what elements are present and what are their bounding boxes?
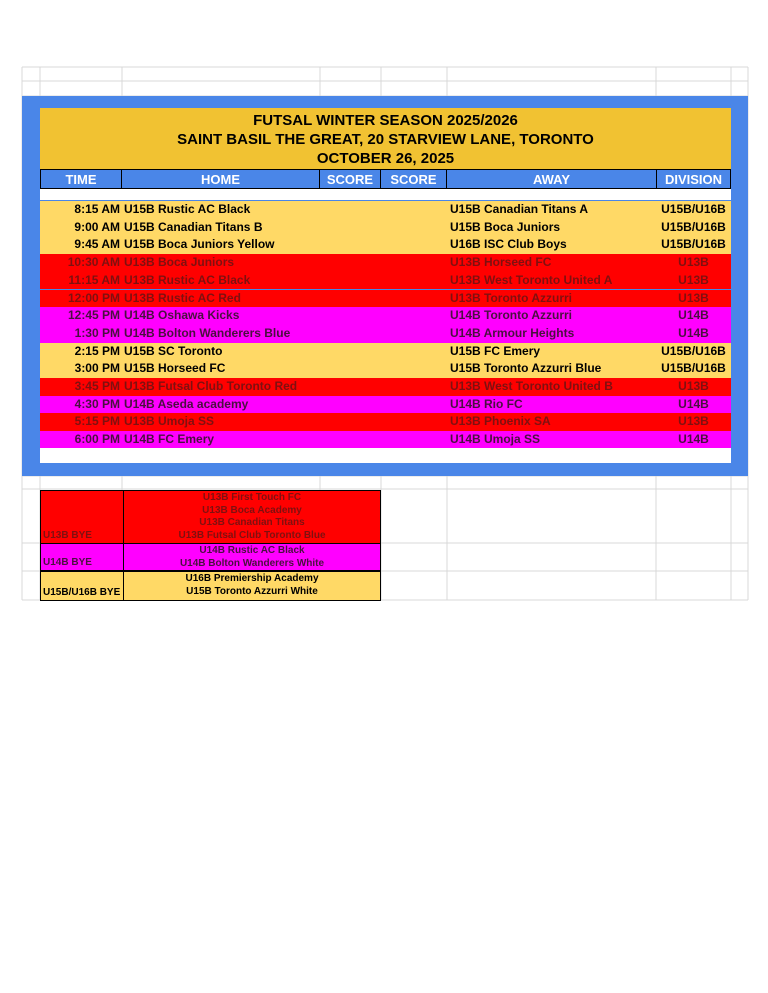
bye-team: U13B First Touch FC xyxy=(202,492,302,503)
away-score-cell[interactable] xyxy=(381,378,447,396)
home-team: U14B Aseda academy xyxy=(124,396,249,411)
away-score-cell[interactable] xyxy=(381,343,447,361)
away-score-cell[interactable] xyxy=(381,272,447,290)
game-row xyxy=(40,272,731,290)
home-score-cell[interactable] xyxy=(320,325,381,343)
away-score-cell[interactable] xyxy=(381,236,447,254)
game-time: 4:30 PM xyxy=(74,396,120,411)
title-date: OCTOBER 26, 2025 xyxy=(316,150,455,167)
away-team: U14B Toronto Azzurri xyxy=(450,308,572,323)
bye-team: U13B Canadian Titans xyxy=(199,517,305,528)
bye-team: U13B Boca Academy xyxy=(202,504,302,516)
game-time: 12:00 PM xyxy=(67,290,120,305)
game-time: 2:15 PM xyxy=(74,343,120,358)
title-location: SAINT BASIL THE GREAT, 20 STARVIEW LANE, TORONTO xyxy=(177,131,594,148)
away-score-cell[interactable] xyxy=(381,307,447,325)
bye-row xyxy=(40,571,381,601)
bye-row xyxy=(40,490,381,544)
division: U14B xyxy=(678,325,709,340)
home-score-cell[interactable] xyxy=(320,254,381,272)
game-row xyxy=(40,236,731,254)
game-row xyxy=(40,201,731,219)
division: U14B xyxy=(678,432,709,447)
division: U13B xyxy=(678,272,709,287)
home-score-cell[interactable] xyxy=(320,378,381,396)
home-team: U14B Bolton Wanderers Blue xyxy=(124,325,291,340)
bye-team: U16B Premiership Academy xyxy=(185,573,319,584)
home-team: U13B Rustic AC Black xyxy=(124,272,251,287)
away-team: U13B West Toronto United A xyxy=(450,272,613,287)
game-row xyxy=(40,325,731,343)
game-row xyxy=(40,307,731,325)
bye-label: U15B/U16B BYE xyxy=(43,587,121,598)
game-row xyxy=(40,378,731,396)
home-score-cell[interactable] xyxy=(320,343,381,361)
bye-team: U15B Toronto Azzurri White xyxy=(186,585,318,597)
home-score-cell[interactable] xyxy=(320,396,381,414)
away-team: U15B Toronto Azzurri Blue xyxy=(450,361,602,376)
header-spacer xyxy=(40,189,731,200)
game-row xyxy=(40,360,731,378)
home-score-cell[interactable] xyxy=(320,219,381,237)
game-time: 1:30 PM xyxy=(74,325,120,340)
game-time: 11:15 AM xyxy=(68,272,120,287)
away-team: U14B Umoja SS xyxy=(450,432,541,447)
home-team: U13B Futsal Club Toronto Red xyxy=(124,379,298,393)
home-team: U13B Rustic AC Red xyxy=(124,290,241,305)
game-row xyxy=(40,254,731,272)
home-score-cell[interactable] xyxy=(320,290,381,308)
home-team: U14B FC Emery xyxy=(124,432,215,447)
away-score-cell[interactable] xyxy=(381,290,447,308)
bye-label: U13B BYE xyxy=(43,530,92,541)
home-team: U15B Horseed FC xyxy=(124,361,226,376)
away-score-cell[interactable] xyxy=(381,413,447,431)
away-score-cell[interactable] xyxy=(381,360,447,378)
division: U15B/U16B xyxy=(661,202,726,216)
home-score-cell[interactable] xyxy=(320,413,381,431)
division: U14B xyxy=(678,308,709,323)
schedule-title xyxy=(40,108,731,169)
home-team: U13B Umoja SS xyxy=(124,414,215,429)
away-team: U15B Canadian Titans A xyxy=(450,202,589,216)
home-score-cell[interactable] xyxy=(320,360,381,378)
away-score-cell[interactable] xyxy=(381,431,447,449)
game-time: 3:45 PM xyxy=(74,379,120,393)
column-header-row xyxy=(40,169,731,189)
away-team: U15B Boca Juniors xyxy=(450,219,561,234)
away-team: U13B Horseed FC xyxy=(450,255,552,270)
game-row xyxy=(40,343,731,361)
division: U15B/U16B xyxy=(661,343,726,358)
home-score-cell[interactable] xyxy=(320,307,381,325)
home-team: U13B Boca Juniors xyxy=(124,255,235,270)
division: U15B/U16B xyxy=(661,237,726,252)
away-score-cell[interactable] xyxy=(381,396,447,414)
game-row xyxy=(40,290,731,308)
division: U13B xyxy=(678,255,709,270)
division: U13B xyxy=(678,414,709,429)
game-time: 8:15 AM xyxy=(74,202,120,216)
bye-team: U14B Rustic AC Black xyxy=(199,545,305,556)
division: U15B/U16B xyxy=(661,361,726,376)
bye-team: U13B Futsal Club Toronto Blue xyxy=(178,529,326,541)
away-team: U15B FC Emery xyxy=(450,343,541,358)
game-time: 9:45 AM xyxy=(74,237,120,252)
division: U15B/U16B xyxy=(661,219,726,234)
home-team: U15B SC Toronto xyxy=(124,343,223,358)
game-row xyxy=(40,219,731,237)
home-team: U14B Oshawa Kicks xyxy=(124,308,240,323)
division: U14B xyxy=(678,396,709,411)
col-division: DIVISION xyxy=(656,169,731,189)
home-team: U15B Canadian Titans B xyxy=(124,219,263,234)
game-time: 6:00 PM xyxy=(74,432,120,447)
game-time: 9:00 AM xyxy=(74,219,120,234)
bye-row xyxy=(40,543,381,571)
away-score-cell[interactable] xyxy=(381,201,447,219)
game-time: 12:45 PM xyxy=(67,308,120,323)
away-team: U13B Phoenix SA xyxy=(450,414,551,429)
game-row xyxy=(40,396,731,414)
title-season: FUTSAL WINTER SEASON 2025/2026 xyxy=(253,112,518,129)
bye-label: U14B BYE xyxy=(43,557,92,568)
home-score-cell[interactable] xyxy=(320,201,381,219)
home-team: U15B Boca Juniors Yellow xyxy=(124,237,275,252)
away-team: U13B West Toronto United B xyxy=(450,379,613,393)
game-time: 10:30 AM xyxy=(67,255,120,270)
home-score-cell[interactable] xyxy=(320,236,381,254)
division: U13B xyxy=(678,290,709,305)
away-team: U14B Armour Heights xyxy=(450,325,575,340)
col-score-home: SCORE xyxy=(319,169,381,189)
home-team: U15B Rustic AC Black xyxy=(124,202,251,216)
home-score-cell[interactable] xyxy=(320,272,381,290)
table-footer-spacer xyxy=(40,448,731,463)
bye-team: U14B Bolton Wanderers White xyxy=(179,557,325,569)
bye-teams xyxy=(123,544,380,570)
division: U13B xyxy=(678,379,709,393)
away-score-cell[interactable] xyxy=(381,325,447,343)
away-score-cell[interactable] xyxy=(381,219,447,237)
home-score-cell[interactable] xyxy=(320,431,381,449)
game-row xyxy=(40,413,731,431)
col-score-away: SCORE xyxy=(380,169,447,189)
away-team: U16B ISC Club Boys xyxy=(450,237,567,252)
col-away: AWAY xyxy=(446,169,657,189)
col-home: HOME xyxy=(121,169,320,189)
col-time: TIME xyxy=(40,169,122,189)
bye-teams xyxy=(123,491,380,543)
bye-teams xyxy=(123,572,380,600)
away-team: U14B Rio FC xyxy=(450,396,523,411)
game-time: 5:15 PM xyxy=(74,414,120,429)
game-time: 3:00 PM xyxy=(74,361,120,376)
game-row xyxy=(40,431,731,449)
away-score-cell[interactable] xyxy=(381,254,447,272)
away-team: U13B Toronto Azzurri xyxy=(450,290,572,305)
